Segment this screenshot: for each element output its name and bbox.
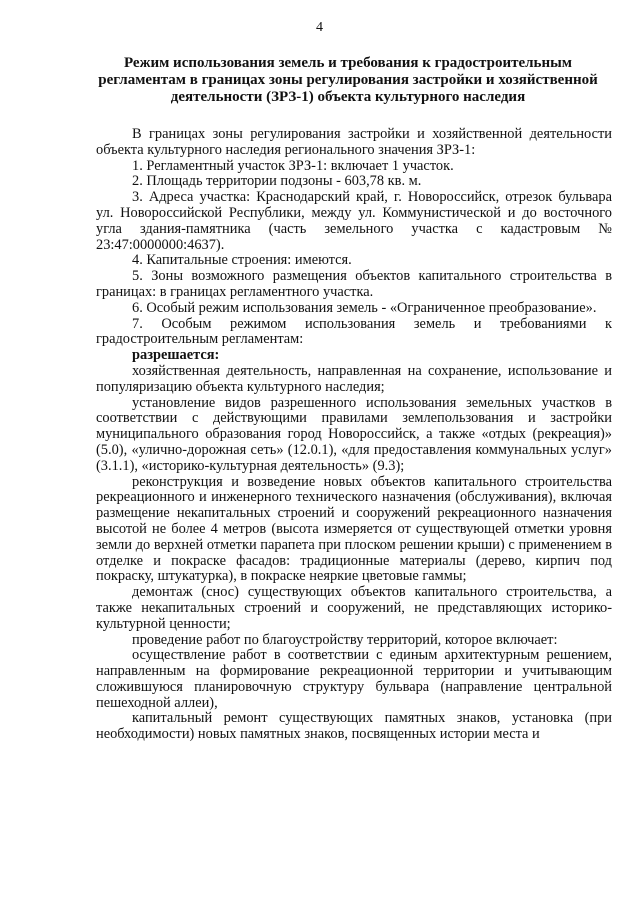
permitted-paragraph: установление видов разрешенного использования земельных участков в соответствии с действующими правилами землепользования и застройки муниципального образования город Новороссийск, а также «отдых (рекреация)» (5.0), «улично-дорожная сеть» (12.0.1), «для предоставления коммунальных услуг» (3.1.1), «историко-культурная деятельность» (9.3); — [96, 394, 612, 474]
list-item-2: 2. Площадь территории подзоны - 603,78 кв. м. — [132, 173, 422, 190]
permitted-paragraph: хозяйственная деятельность, направленная на сохранение, использование и популяризацию объекта культурного наследия; — [96, 362, 612, 395]
list-item-7: 7. Особым режимом использования земель и требованиями к градостроительным регламентам: — [96, 315, 612, 348]
list-item-5: 5. Зоны возможного размещения объектов капитального строительства в границах: в границах регламентного участка. — [96, 268, 612, 300]
document-title: Режим использования земель и требования к градостроительным регламентам в границах зоны регулирования застройки и хозяйственной деятельности (ЗРЗ-1) объекта культурного наследия — [98, 55, 598, 105]
permitted-paragraph: реконструкция и возведение новых объектов капитального строительства рекреационного и инженерного технического назначения (обслуживания), включая размещение некапитальных строений и сооружений рекреационного назначения высотой не более 4 метров (высота измеряется от существующей отметки уровня земли до верхней отметки парапета при плоском решении крыши) с применением в отделке и покраске фасадов: традиционные материалы (дерево, кирпич под покраску, штукатурка), в покраске неяркие цветовые гаммы; — [96, 473, 612, 585]
permitted-paragraph: капитальный ремонт существующих памятных знаков, установка (при необходимости) новых памятных знаков, посвященных истории места и — [96, 710, 612, 743]
permitted-paragraph: осуществление работ в соответствии с единым архитектурным решением, направленным на формирование рекреационной территории и учитывающим сложившуюся планировочную структуру бульвара (направление центральной пешеходной аллеи), — [96, 647, 612, 711]
permitted-heading: разрешается: — [132, 347, 220, 364]
page-number: 4 — [316, 20, 323, 35]
list-item-6: 6. Особый режим использования земель - «Ограниченное преобразование». — [132, 299, 597, 316]
list-item-1: 1. Регламентный участок ЗРЗ-1: включает 1 участок. — [132, 157, 454, 174]
permitted-paragraph: проведение работ по благоустройству территорий, которое включает: — [132, 631, 558, 648]
list-item-4: 4. Капитальные строения: имеются. — [132, 252, 352, 269]
document-body — [96, 127, 612, 743]
list-item-3: 3. Адреса участка: Краснодарский край, г. Новороссийск, отрезок бульвара ул. Новороссийской Республики, между ул. Коммунистической и до восточного угла здания-памятника (часть земельного участка с кадастровым № 23:47:0000000:4637). — [96, 189, 612, 253]
permitted-paragraph: демонтаж (снос) существующих объектов капитального строительства, а также некапитальных строений и сооружений, не представляющих историко-культурной ценности; — [96, 584, 612, 632]
intro-paragraph: В границах зоны регулирования застройки и хозяйственной деятельности объекта культурного наследия регионального значения ЗРЗ-1: — [96, 126, 612, 158]
